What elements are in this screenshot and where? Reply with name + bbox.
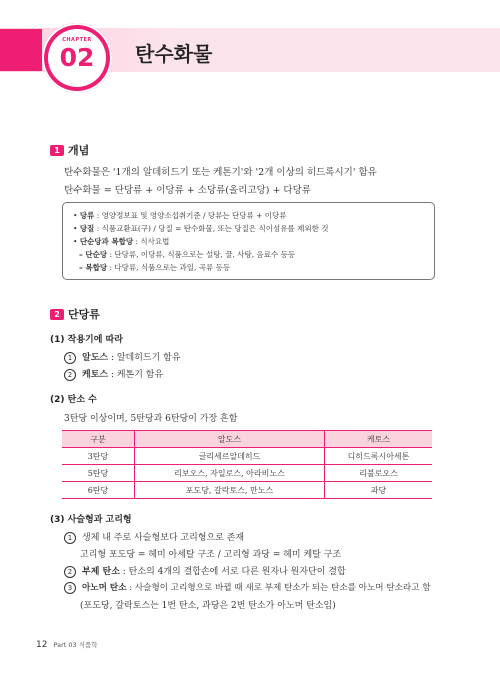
carbon-intro: 3탄당 이상이며, 5탄당과 6탄당이 가장 흔함 [64,414,238,424]
table-cell: 글리세르알데히드 [135,448,325,465]
info-box-line: – 복합당 : 다당류, 식품으로는 과일, 곡류 등등 [79,263,231,272]
chapter-number: 02 [59,43,95,72]
section-number-badge: 2 [50,309,64,320]
table-cell: 포도당, 갈락토스, 만노스 [135,482,325,499]
subsection-title: (1) 작용기에 따라 [50,335,123,345]
list-item-continued: (포도당, 갈락토스는 1번 탄소, 과당은 2번 탄소가 아노머 탄소임) [80,601,336,611]
info-box-line: • 당류 : 영양정보표 및 영양소섭취기준 / 당류는 단당류 + 이당류 [73,211,287,220]
section-heading-monosaccharide [50,306,100,322]
page-number: 12 [36,640,48,650]
monosaccharide-table [62,430,432,499]
concept-line-2: 탄수화물 = 단당류 + 이당류 + 소당류(올리고당) + 다당류 [64,185,311,196]
page-footer [36,640,98,650]
section-heading-concept [50,142,89,158]
section-title: 단당류 [68,308,100,321]
concept-line-1: 탄수화물은 '1개의 알데히드기 또는 케톤기'와 '2개 이상의 히드록시기' 함유 [64,167,377,178]
section-title: 개념 [68,144,90,157]
table-header: 구분 [62,431,135,448]
table-cell: 디히드록시아세톤 [324,448,432,465]
table-cell: 5탄당 [62,465,135,482]
info-box-line: • 단순당과 복합당 : 식사요법 [73,237,170,246]
table-row [62,448,432,465]
list-item: 3 아노머 탄소 : 사슬형이 고리형으로 바뀔 때 새로 부제 탄소가 되는 탄소를 아노머 탄소라고 함 [64,581,431,594]
part-label: Part 03 식품학 [53,641,98,649]
table-cell: 6탄당 [62,482,135,499]
list-item: 1 알도스 : 알데히드기 함유 [64,350,181,364]
subsection-title: (2) 탄소 수 [50,395,97,405]
table-row [62,482,432,499]
table-cell: 3탄당 [62,448,135,465]
table-header: 알도스 [135,431,325,448]
table-header: 케토스 [324,431,432,448]
chapter-label: CHAPTER [62,37,92,43]
info-box-line: • 당질 : 식품교환표(구) / 당질 = 탄수화물, 또는 당질은 식이섬유를 제외한 것 [73,224,329,233]
list-item-continued: 고리형 포도당 = 헤미 아세탈 구조 / 고리형 과당 = 헤미 케탈 구조 [80,550,342,560]
table-cell: 리보오스, 자일로스, 아라비노스 [135,465,325,482]
header-accent-bar [0,29,42,71]
info-box-line: – 단순당 : 단당류, 이당류, 식품으로는 설탕, 꿀, 사탕, 음료수 등등 [79,250,296,259]
header-band-right [170,28,500,72]
subsection-title: (3) 사슬형과 고리형 [50,515,132,525]
table-cell: 리불로오스 [324,465,432,482]
list-item: 1 생체 내 주로 사슬형보다 고리형으로 존재 [64,530,244,544]
list-item: 2 케토스 : 케톤기 함유 [64,367,163,381]
table-header-row [62,431,432,448]
table-cell: 과당 [324,482,432,499]
table-row [62,465,432,482]
info-box [62,202,435,280]
section-number-badge: 1 [50,145,64,156]
chapter-title: 탄수화물 [135,42,213,66]
list-item: 2 부제 탄소 : 탄소의 4개의 결합손에 서로 다른 원자나 원자단이 결합 [64,564,346,578]
